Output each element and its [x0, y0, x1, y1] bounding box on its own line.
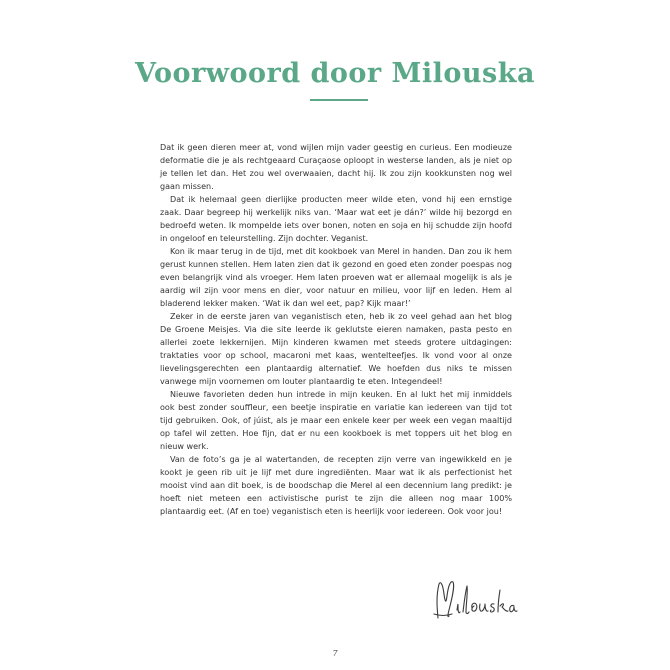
paragraph: Dat ik geen dieren meer at, vond wijlen mijn vader geestig en curieus. Een modieuze deformatie die je als rechtgeaard Curaçaose oploopt in westerse landen, als je niet op je tellen let dan. Het zou wel overwaaien, dacht hij. Ik zou zijn kookkunsten nog wel gaan missen.: [160, 143, 512, 191]
paragraph: Dat ik helemaal geen dierlijke producten meer wilde eten, vond hij een ernstige zaak. Daar begreep hij werkelijk niks van. ‘Maar wat eet je dán?’ wilde hij bezorgd en bedroefd weten. Ik mompelde iets over bonen, noten en soja en hij schudde zijn hoofd in ongeloof en teleurstelling. Zijn dochter. Veganist.: [160, 195, 512, 243]
paragraph: Zeker in de eerste jaren van veganistisch eten, heb ik zo veel gehad aan het blog De Groene Meisjes. Via die site leerde ik geklutste eieren namaken, pasta pesto en allerlei zoete lekkernijen. Mijn kinderen kwamen met steeds grotere uitdagingen: traktaties voor op school, macaroni met kaas, wentelteefjes. Ik vond voor al onze lievelingsgerechten een plantaardig alternatief. We hoefden dus niks te missen vanwege mijn voornemen om louter plantaardig te eten. Integendeel!: [160, 312, 512, 386]
page-number: 7: [332, 649, 338, 658]
title-underline: [310, 99, 368, 101]
paragraph: Van de foto’s ga je al watertanden, de recepten zijn verre van ingewikkeld en je kookt je geen rib uit je lijf met dure ingrediënten. Maar wat ik als perfectionist het mooist vind aan dit boek, is de boodschap die Merel al een decennium lang predikt: je hoeft niet meteen een activistische purist te zijn die alleen nog maar 100% plantaardig eet. (Af en toe) veganistisch eten is heerlijk voor iedereen. Ook voor jou!: [160, 455, 512, 516]
foreword-body: [160, 141, 512, 518]
signature-icon: [430, 574, 520, 622]
page-title: Voorwoord door Milouska: [135, 58, 535, 89]
paragraph: Nieuwe favorieten deden hun intrede in mijn keuken. En al lukt het mij inmiddels ook best zonder souffleur, een beetje inspiratie en variatie kan iedereen van tijd tot tijd gebruiken. Ook, of júist, als je maar een enkele keer per week een vegan maaltijd op tafel wil zetten. Hoe fijn, dat er nu een kookboek is met toppers uit het blog en nieuw werk.: [160, 390, 512, 451]
paragraph: Kon ik maar terug in de tijd, met dit kookboek van Merel in handen. Dan zou ik hem gerust kunnen stellen. Hem laten zien dat ik gezond en goed eten zonder poespas nog even belangrijk vind als vroeger. Hem laten proeven wat er allemaal mogelijk is als je aardig wil zijn voor mens en dier, voor natuur en milieu, voor lijf en leden. Hem al bladerend lekker maken. ‘Wat ik dan wel eet, pap? Kijk maar!’: [160, 247, 512, 308]
